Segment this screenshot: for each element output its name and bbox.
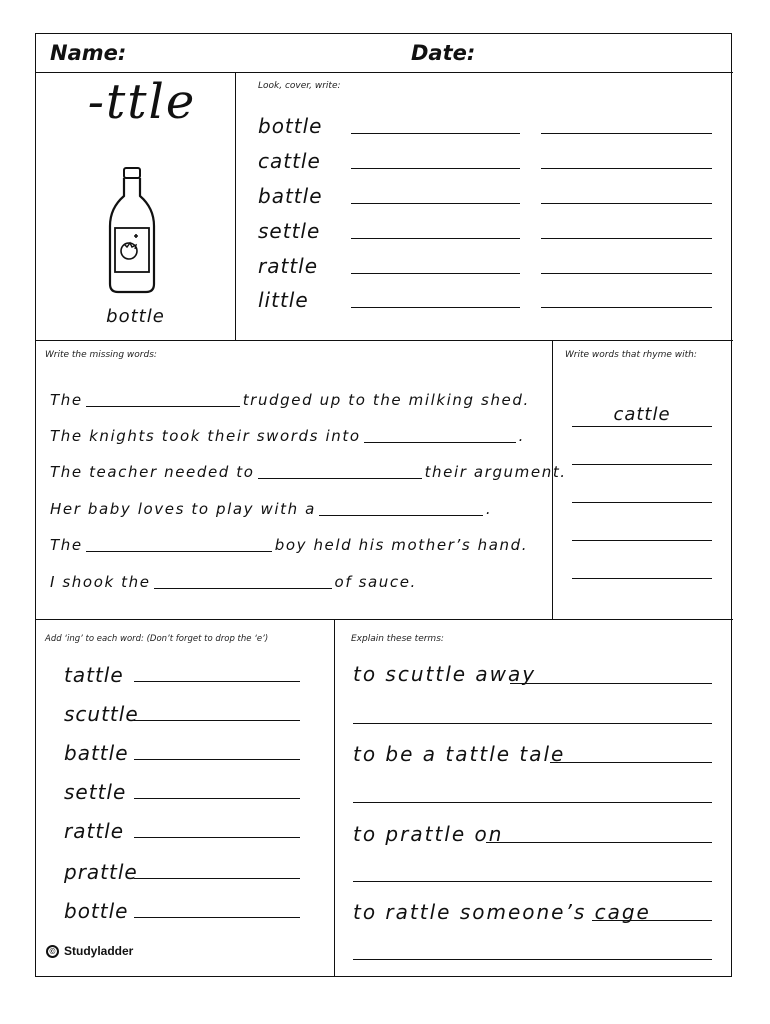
copyright-icon: © — [46, 945, 59, 958]
sentence-1: The trudged up to the milking shed. — [50, 391, 530, 409]
header-divider — [36, 72, 733, 73]
ing-word: bottle — [64, 899, 129, 923]
term: to scuttle away — [353, 662, 537, 686]
studyladder-logo — [46, 944, 133, 958]
lcw-word: bottle — [258, 114, 323, 138]
rhyme-underline — [572, 426, 712, 427]
missing-words-instruction: Write the missing words: — [45, 350, 157, 360]
ing-blank[interactable] — [134, 759, 300, 760]
lcw-word: settle — [258, 219, 321, 243]
lcw-blank[interactable] — [351, 273, 520, 274]
sentence-blank[interactable] — [154, 587, 332, 589]
lcw-blank[interactable] — [541, 203, 712, 204]
ing-blank[interactable] — [134, 681, 300, 682]
ing-blank[interactable] — [134, 917, 300, 918]
sentence-6: I shook the of sauce. — [50, 573, 417, 591]
picture-caption: bottle — [106, 306, 165, 327]
sentence-blank[interactable] — [319, 514, 483, 516]
bottle-icon — [102, 166, 162, 298]
ing-word: tattle — [64, 663, 124, 687]
add-ing-instruction: Add ‘ing’ to each word: (Don’t forget to drop the ‘e’) — [45, 634, 269, 644]
rhyme-word: cattle — [613, 404, 671, 425]
sentence-blank[interactable] — [258, 477, 422, 479]
section-divider — [36, 340, 733, 341]
term: to rattle someone’s cage — [353, 900, 651, 924]
lcw-word: cattle — [258, 149, 321, 173]
ing-blank[interactable] — [134, 837, 300, 838]
term-blank[interactable] — [353, 959, 712, 960]
rhyme-blank[interactable] — [572, 540, 712, 541]
ing-word: battle — [64, 741, 129, 765]
logo-text: Studyladder — [64, 944, 134, 958]
sentence-5: The boy held his mother’s hand. — [50, 536, 529, 554]
sentence-3: The teacher needed to their argument. — [50, 463, 567, 481]
name-label: Name: — [50, 41, 127, 65]
rhyme-blank[interactable] — [572, 578, 712, 579]
lcw-blank[interactable] — [541, 238, 712, 239]
lcw-blank[interactable] — [351, 238, 520, 239]
lcw-blank[interactable] — [351, 307, 520, 308]
ing-word: prattle — [64, 860, 138, 884]
term-blank[interactable] — [353, 723, 712, 724]
ing-blank[interactable] — [134, 720, 300, 721]
lcw-blank[interactable] — [541, 273, 712, 274]
sentence-2: The knights took their swords into . — [50, 427, 525, 445]
term: to be a tattle tale — [353, 742, 566, 766]
ing-word: scuttle — [64, 702, 139, 726]
rhyme-instruction: Write words that rhyme with: — [565, 350, 697, 360]
sentence-4: Her baby loves to play with a . — [50, 500, 493, 518]
ing-word: rattle — [64, 819, 125, 843]
sentence-blank[interactable] — [86, 405, 240, 407]
pattern-heading: -ttle — [87, 74, 197, 130]
ing-word: settle — [64, 780, 127, 804]
lcw-blank[interactable] — [351, 133, 520, 134]
term-blank[interactable] — [353, 881, 712, 882]
sentence-blank[interactable] — [364, 441, 516, 443]
lcw-blank[interactable] — [541, 133, 712, 134]
ing-blank[interactable] — [134, 878, 300, 879]
lcw-blank[interactable] — [541, 307, 712, 308]
lcw-word: rattle — [258, 254, 319, 278]
lcw-blank[interactable] — [351, 168, 520, 169]
lcw-word: battle — [258, 184, 323, 208]
date-label: Date: — [411, 41, 476, 65]
bottom-section-divider — [334, 619, 335, 976]
term: to prattle on — [353, 822, 504, 846]
sentence-blank[interactable] — [86, 550, 272, 552]
rhyme-blank[interactable] — [572, 464, 712, 465]
terms-instruction: Explain these terms: — [351, 634, 444, 644]
look-cover-write-instruction: Look, cover, write: — [258, 81, 341, 91]
rhyme-blank[interactable] — [572, 502, 712, 503]
ing-blank[interactable] — [134, 798, 300, 799]
term-blank[interactable] — [486, 842, 712, 843]
lcw-word: little — [258, 288, 309, 312]
top-section-divider — [235, 72, 236, 340]
worksheet — [35, 33, 732, 977]
term-blank[interactable] — [510, 683, 712, 684]
term-blank[interactable] — [592, 920, 712, 921]
term-blank[interactable] — [550, 762, 712, 763]
lcw-blank[interactable] — [351, 203, 520, 204]
lcw-blank[interactable] — [541, 168, 712, 169]
section-divider — [36, 619, 733, 620]
term-blank[interactable] — [353, 802, 712, 803]
